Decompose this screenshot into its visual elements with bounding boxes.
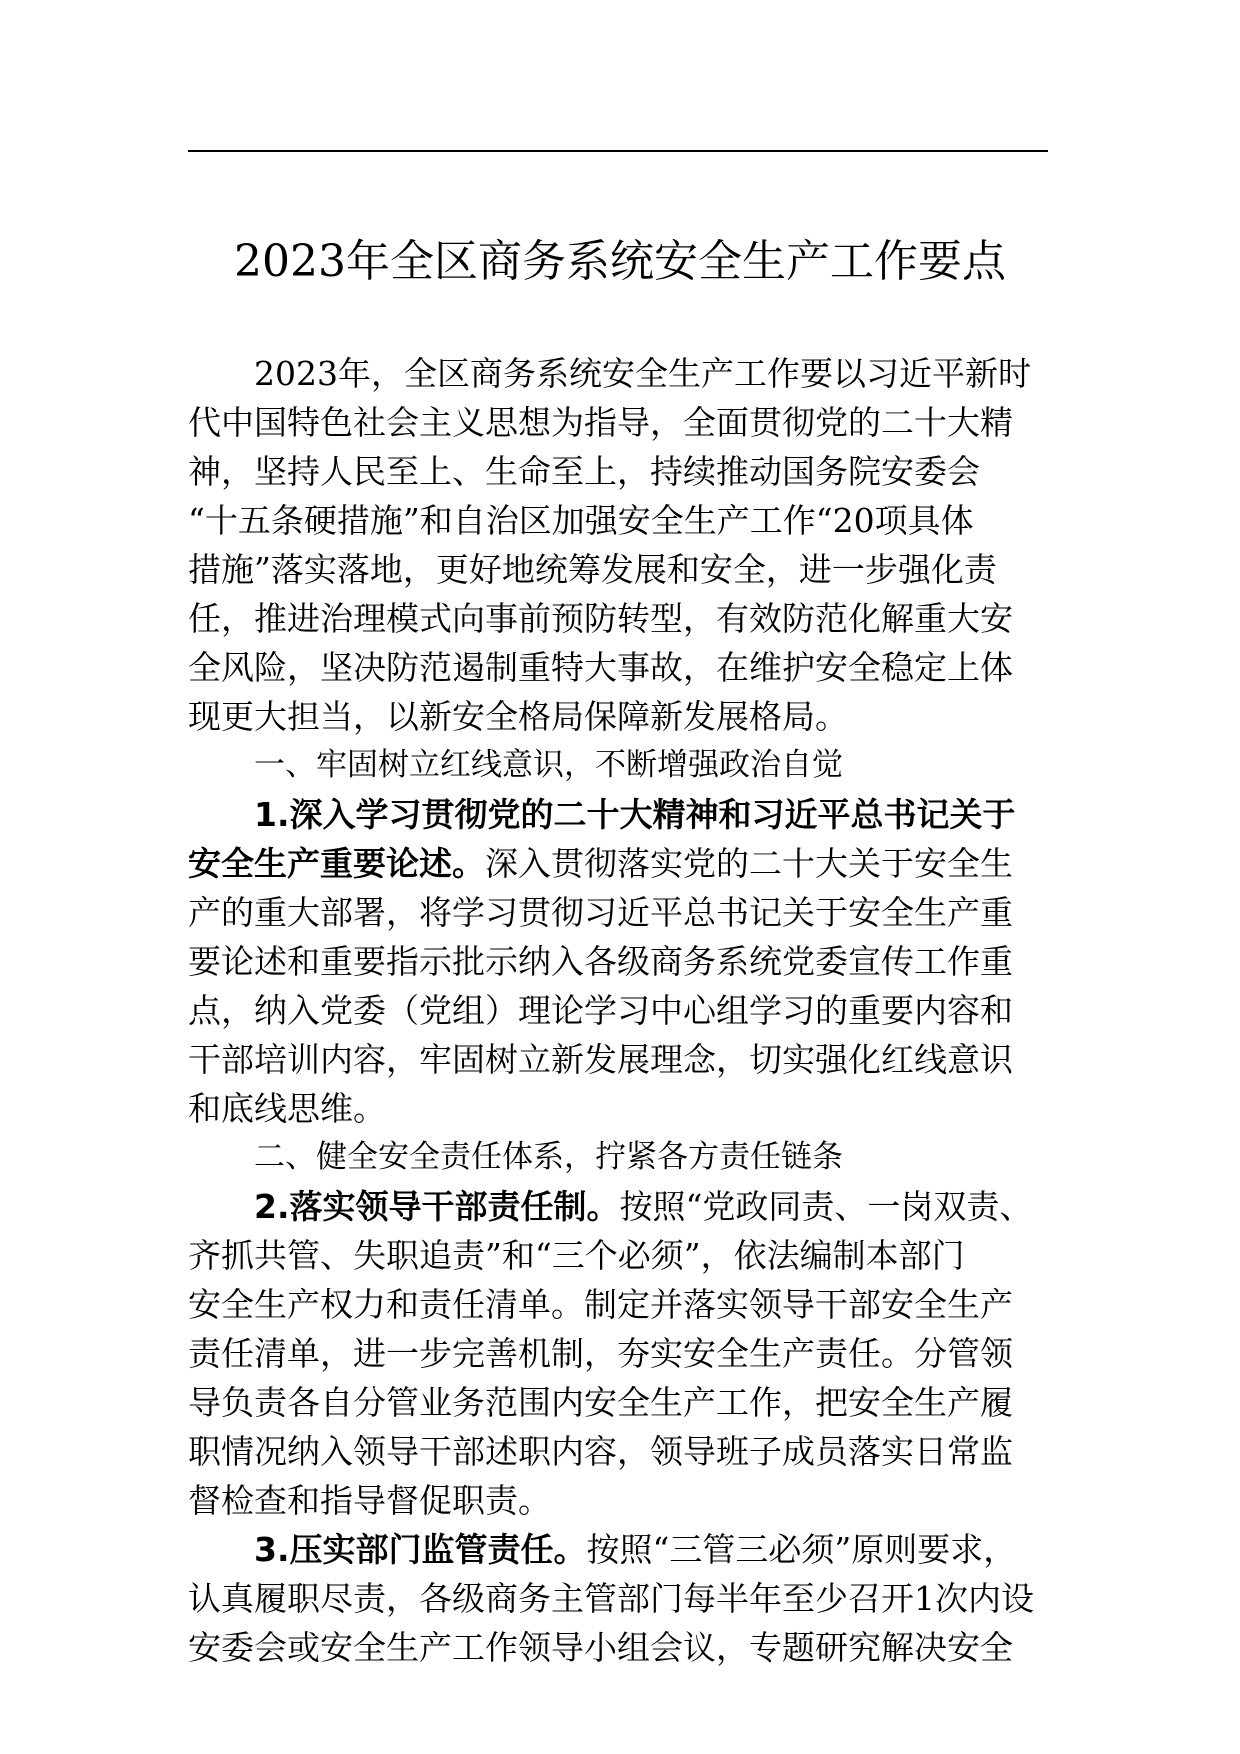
item-1-title-end: 安全生产重要论述。 xyxy=(188,844,485,883)
item-2-line: 安全生产权力和责任清单。制定并落实领导干部安全生产 xyxy=(188,1285,1013,1324)
section-heading-2: 二、健全安全责任体系，拧紧各方责任链条 xyxy=(254,1139,843,1175)
item-1-line: 干部培训内容，牢固树立新发展理念，切实强化红线意识 xyxy=(188,1040,1013,1079)
item-2-line: 导负责各自分管业务范围内安全生产工作，把安全生产履 xyxy=(188,1383,1013,1422)
item-1-line: 和底线思维。 xyxy=(188,1089,386,1128)
item-3-text: 按照“三管三必须”原则要求， xyxy=(586,1530,1017,1569)
item-3-line: 安委会或安全生产工作领导小组会议，专题研究解决安全 xyxy=(188,1628,1013,1667)
intro-line: 任，推进治理模式向事前预防转型，有效防范化解重大安 xyxy=(188,599,1013,638)
item-2-first-line xyxy=(188,1182,1068,1231)
document-body xyxy=(188,349,1068,1672)
document-title: 2023年全区商务系统安全生产工作要点 xyxy=(234,236,1006,287)
intro-line: 措施”落实落地，更好地统筹发展和安全，进一步强化责 xyxy=(188,550,997,589)
item-1-line: 要论述和重要指示批示纳入各级商务系统党委宣传工作重 xyxy=(188,942,1013,981)
section-heading-1: 一、牢固树立红线意识，不断增强政治自觉 xyxy=(254,747,843,783)
item-1-line xyxy=(188,839,1068,888)
item-3-first-line xyxy=(188,1525,1068,1574)
item-1-line: 产的重大部署，将学习贯彻习近平总书记关于安全生产重 xyxy=(188,893,1013,932)
item-2-line: 职情况纳入领导干部述职内容，领导班子成员落实日常监 xyxy=(188,1432,1013,1471)
item-2-line: 责任清单，进一步完善机制，夯实安全生产责任。分管领 xyxy=(188,1334,1013,1373)
item-1-text: 深入贯彻落实党的二十大关于安全生 xyxy=(485,844,1013,883)
intro-line: 现更大担当，以新安全格局保障新发展格局。 xyxy=(188,697,848,736)
item-2-line: 齐抓共管、失职追责”和“三个必须”，依法编制本部门 xyxy=(188,1236,965,1275)
item-3-title: 3.压实部门监管责任。 xyxy=(254,1530,587,1569)
item-2-title: 2.落实领导干部责任制。 xyxy=(254,1187,620,1226)
intro-line: 2023年，全区商务系统安全生产工作要以习近平新时 xyxy=(254,354,1031,393)
item-1-title-line: 1.深入学习贯彻党的二十大精神和习近平总书记关于 xyxy=(254,795,1016,834)
header-rule xyxy=(188,150,1048,152)
item-2-line: 督检查和指导督促职责。 xyxy=(188,1481,551,1520)
intro-line: 全风险，坚决防范遏制重特大事故，在维护安全稳定上体 xyxy=(188,648,1013,687)
item-3-line: 认真履职尽责，各级商务主管部门每半年至少召开1次内设 xyxy=(188,1579,1034,1618)
intro-line: 神，坚持人民至上、生命至上，持续推动国务院安委会 xyxy=(188,452,980,491)
item-2-text: 按照“党政同责、一岗双责、 xyxy=(619,1187,1033,1226)
item-1-line: 点，纳入党委（党组）理论学习中心组学习的重要内容和 xyxy=(188,991,1013,1030)
intro-line: “十五条硬措施”和自治区加强安全生产工作“20项具体 xyxy=(188,501,974,540)
intro-line: 代中国特色社会主义思想为指导，全面贯彻党的二十大精 xyxy=(188,403,1013,442)
